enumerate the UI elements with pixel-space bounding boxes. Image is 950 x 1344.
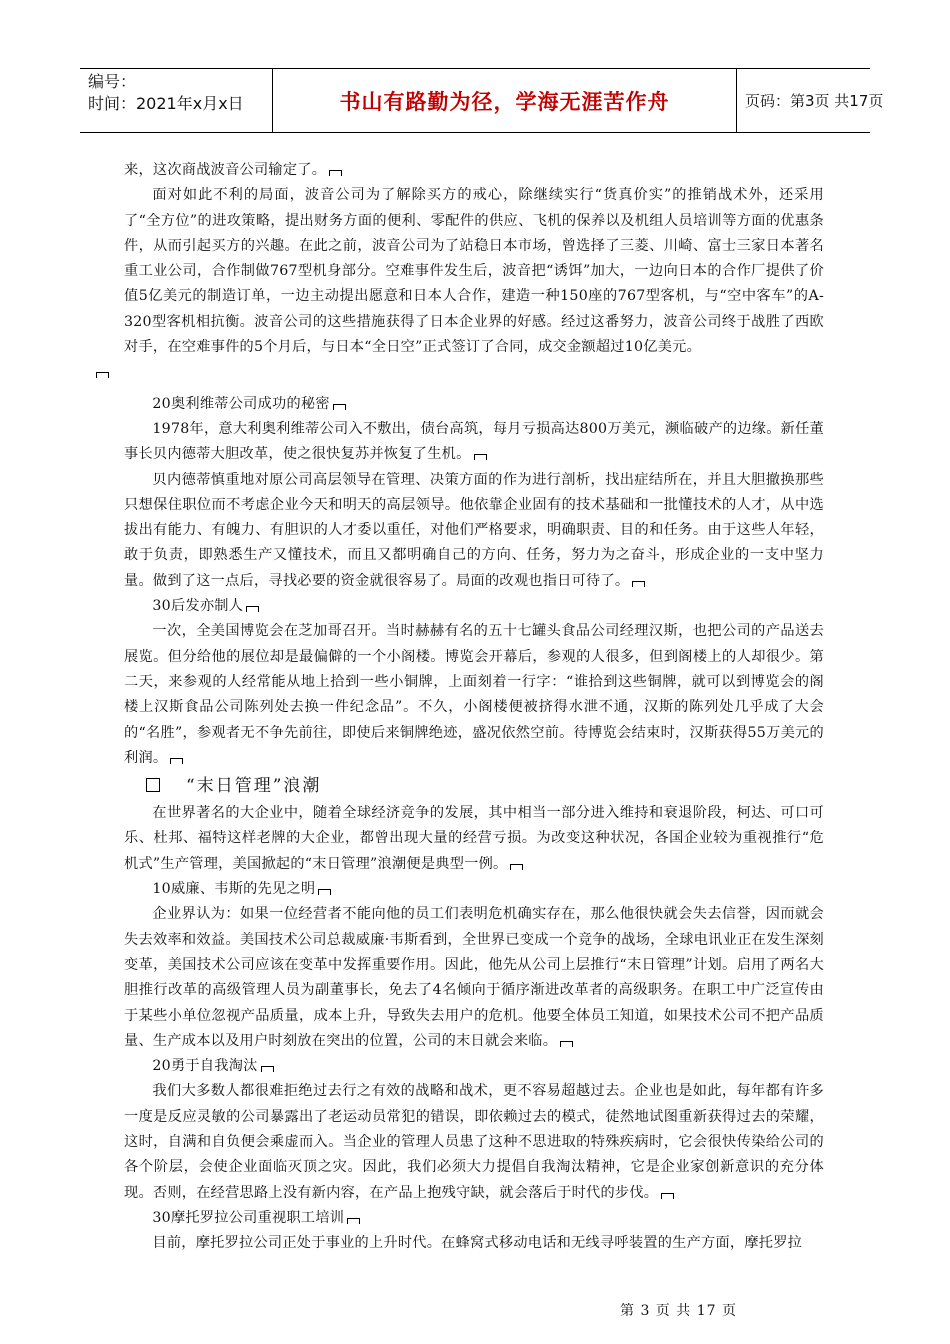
paragraph-mark-icon (246, 606, 259, 612)
paragraph-mark-icon (347, 1218, 360, 1224)
paragraph-text: 1978年，意大利奥利维蒂公司入不敷出，债台高筑，每月亏损高达800万美元，濒临破产的边缘。新任董事长贝内德蒂大胆改革，使之很快复苏并恢复了生机。 (124, 420, 824, 463)
section-heading (124, 771, 824, 801)
subheading-text: 30后发亦制人 (152, 598, 244, 615)
header-motto: 书山有路勤为径，学海无涯苦作舟 (339, 89, 670, 114)
paragraph-text: 面对如此不利的局面，波音公司为了解除买方的戒心，除继续实行“货真价实”的推销战术外，还采用了“全方位”的进攻策略，提出财务方面的便利、零配件的供应、飞机的保养以及机组人员培训等方面的优惠条件，从而引起买方的兴趣。在此之前，波音公司为了站稳日本市场，曾选择了三菱、川崎、富士三家日本著名重工业公司，合作制做767型机身部分。空难事件发生后，波音把“诱饵”加大，一边向日本的合作厂提供了价值5亿美元的制造订单，一边主动提出愿意和日本人合作，建造一种150座的767型客机，与“空中客车”的A-320型客机相抗衡。波音公司的这些措施获得了日本企业界的好感。经过这番努力，波音公司终于战胜了西欧对手，在空难事件的5个月后，与日本“全日空”正式签订了合同，成交金额超过10亿美元。 (124, 187, 824, 356)
subheading-text: 10威廉、韦斯的先见之明 (152, 881, 316, 898)
paragraph-text: 来，这次商战波音公司输定了。 (124, 162, 327, 178)
header-meta (80, 69, 273, 132)
section-heading-text: “末日管理”浪潮 (186, 776, 322, 797)
checkbox-square-icon (146, 778, 160, 792)
paragraph-mark-icon (661, 1193, 674, 1199)
header-page-info: 页码：第3页 共17页 (745, 92, 884, 110)
paragraph (124, 801, 824, 877)
subheading (124, 392, 824, 417)
page-footer: 第 3 页 共 17 页 (620, 1303, 737, 1319)
subheading (124, 1206, 824, 1231)
paragraph (124, 1231, 824, 1256)
subheading (124, 877, 824, 902)
paragraph-mark-icon (333, 404, 346, 410)
paragraph-text: 目前，摩托罗拉公司正处于事业的上升时代。在蜂窝式移动电话和无线寻呼装置的生产方面，摩托罗拉 (152, 1235, 803, 1252)
page-header (80, 68, 884, 133)
subheading-text: 20勇于自我淘汰 (152, 1058, 258, 1075)
paragraph-mark-icon (318, 889, 331, 895)
paragraph-mark-icon (329, 170, 342, 176)
paragraph-text: 企业界认为：如果一位经营者不能向他的员工们表明危机确实存在，那么他很快就会失去信誉，因而就会失去效率和效益。美国技术公司总裁威廉·韦斯看到，全世界已变成一个竞争的战场，全球电讯业正在发生深刻变革，美国技术公司应该在变革中发挥重要作用。因此，他先从公司上层推行“末日管理”计划。启用了两名大胆推行改革的高级管理人员为副董事长，免去了4名倾向于循序渐进改革者的高级职务。在职工中广泛宣传由于某些小单位忽视产品质量，成本上升，导致失去用户的危机。他要全体员工知道，如果技术公司不把产品质量、生产成本以及用户时刻放在突出的位置，公司的末日就会来临。 (124, 906, 824, 1049)
paragraph (124, 1079, 824, 1205)
doc-time-label: 时间：2021年x月x日 (88, 94, 244, 113)
paragraph (124, 619, 824, 771)
paragraph (124, 902, 824, 1054)
paragraph-text: 在世界著名的大企业中，随着全球经济竞争的发展，其中相当一部分进入维持和衰退阶段，柯达、可口可乐、杜邦、福特这样老牌的大企业，都曾出现大量的经营亏损。为改变这种状况，各国企业较为重视推行“危机式”生产管理，美国掀起的“末日管理”浪潮便是典型一例。 (124, 805, 824, 872)
subheading-text: 20奥利维蒂公司成功的秘密 (152, 395, 330, 412)
document-body (124, 158, 824, 1256)
paragraph-mark-icon (261, 1066, 274, 1072)
subheading-text: 30摩托罗拉公司重视职工培训 (152, 1209, 345, 1226)
paragraph-mark-icon (510, 864, 523, 870)
paragraph-mark-icon (170, 758, 183, 764)
header-motto-cell (273, 69, 737, 132)
subheading (124, 1054, 824, 1079)
paragraph-mark-icon (632, 581, 645, 587)
paragraph-text: 我们大多数人都很难拒绝过去行之有效的战略和战术，更不容易超越过去。企业也是如此，每年都有许多一度是反应灵敏的公司暴露出了老运动员常犯的错误，即依赖过去的模式，徒然地试图重新获得过去的荣耀，这时，自满和自负便会乘虚而入。当企业的管理人员患了这种不思进取的特殊疾病时，它会很快传染给公司的各个阶层，会使企业面临灭顶之灾。因此，我们必须大力提倡自我淘汰精神，它是企业家创新意识的充分体现。否则，在经营思路上没有新内容，在产品上抱残守缺，就会落后于时代的步伐。 (124, 1083, 824, 1201)
paragraph-mark-icon (474, 454, 487, 460)
header-page-cell (737, 69, 884, 132)
paragraph-text: 贝内德蒂慎重地对原公司高层领导在管理、决策方面的作为进行剖析，找出症结所在，并且大胆撤换那些只想保住职位而不考虑企业今天和明天的高层领导。他依靠企业固有的技术基础和一批懂技术的人才，从中选拔出有能力、有魄力、有胆识的人才委以重任，对他们严格要求，明确职责、目的和任务。由于这些人年轻，敢于负责，即熟悉生产又懂技术，而且又都明确自己的方向、任务，努力为之奋斗，形成企业的一支中坚力量。做到了这一点后，寻找必要的资金就很容易了。局面的改观也指日可待了。 (124, 471, 824, 589)
paragraph (124, 468, 824, 594)
doc-number-label: 编号： (88, 72, 137, 91)
paragraph (124, 417, 824, 468)
subheading (124, 594, 824, 619)
paragraph-text: 一次，全美国博览会在芝加哥召开。当时赫赫有名的五十七罐头食品公司经理汉斯，也把公司的产品送去展览。但分给他的展位却是最偏僻的一个小阁楼。博览会开幕后，参观的人很多，但到阁楼上的人却很少。第二天，来参观的人经常能从地上拾到一些小铜牌，上面刻着一行字：“谁拾到这些铜牌，就可以到博览会的阁楼上汉斯食品公司陈列处去换一件纪念品”。不久，小阁楼便被挤得水泄不通，汉斯的陈列处几乎成了大会的“名胜”，参观者无不争先前往，即使后来铜牌绝迹，盛况依然空前。待博览会结束时，汉斯获得55万美元的利润。 (124, 623, 824, 766)
paragraph-mark-icon (96, 372, 109, 378)
paragraph (124, 158, 824, 183)
paragraph (124, 183, 824, 385)
paragraph-mark-icon (560, 1041, 573, 1047)
